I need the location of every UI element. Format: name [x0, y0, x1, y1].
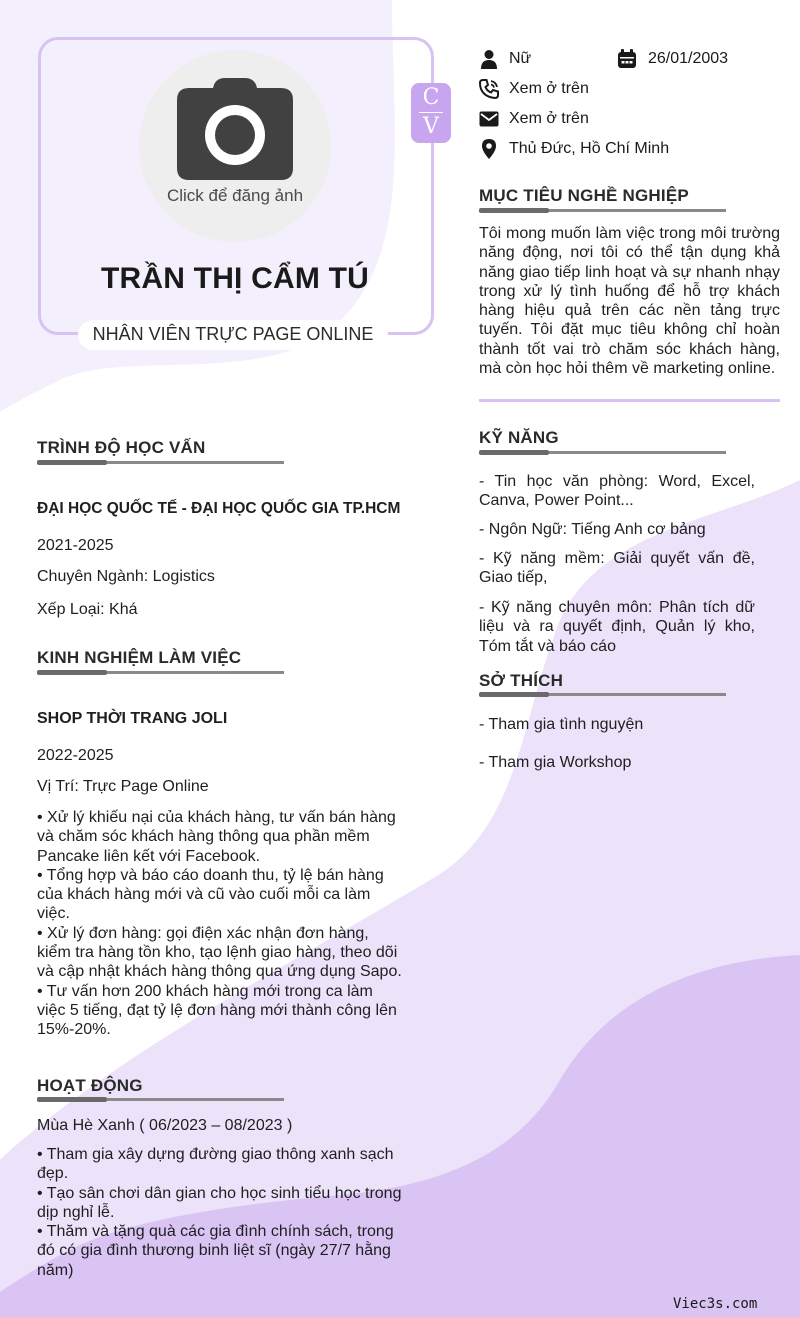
- email-value: Xem ở trên: [509, 110, 589, 127]
- experience-period: 2022-2025: [37, 747, 114, 764]
- hobby-item: - Tham gia tình nguyện: [479, 716, 644, 733]
- underline-accent: [479, 692, 549, 697]
- objective-heading: MỤC TIÊU NGHỀ NGHIỆP: [479, 186, 689, 205]
- skill-item: - Tin học văn phòng: Word, Excel, Canva, Power Point...: [479, 473, 755, 510]
- section-divider: [479, 399, 780, 402]
- cv-badge: [411, 83, 451, 143]
- experience-bullets: [37, 808, 405, 1040]
- activity-bullet: • Thăm và tặng quà các gia đình chính sách, trong đó có gia đình thương binh liệt sĩ (ngày 27/7 hằng năm): [37, 1223, 394, 1279]
- activity-event: Mùa Hè Xanh ( 06/2023 – 08/2023 ): [37, 1117, 293, 1134]
- objective-underline: [479, 209, 726, 212]
- calendar-icon: [617, 49, 637, 74]
- person-icon: [479, 49, 499, 74]
- hobbies-underline: [479, 693, 726, 696]
- education-major: Chuyên Ngành: Logistics: [37, 568, 215, 585]
- address-value: Thủ Đức, Hồ Chí Minh: [509, 140, 670, 157]
- underline-accent: [37, 1097, 107, 1102]
- cv-letter-c: C: [422, 85, 440, 110]
- company-name: SHOP THỜI TRANG JOLI: [37, 710, 228, 727]
- photo-caption[interactable]: Click để đăng ảnh: [166, 186, 304, 205]
- experience-heading: KINH NGHIỆM LÀM VIỆC: [37, 648, 242, 667]
- location-icon: [479, 139, 499, 164]
- education-heading: TRÌNH ĐỘ HỌC VẤN: [37, 438, 206, 457]
- job-title: NHÂN VIÊN TRỰC PAGE ONLINE: [92, 324, 374, 344]
- camera-icon: [177, 78, 293, 185]
- activities-underline: [37, 1098, 284, 1101]
- cv-letter-v: V: [423, 114, 439, 139]
- underline-accent: [37, 460, 107, 465]
- skill-item: - Kỹ năng mềm: Giải quyết vấn đề, Giao tiếp,: [479, 550, 755, 587]
- experience-position: Vị Trí: Trực Page Online: [37, 778, 209, 795]
- activity-bullet: • Tạo sân chơi dân gian cho học sinh tiểu học trong dịp nghỉ lễ.: [37, 1184, 402, 1221]
- phone-icon: [479, 79, 499, 104]
- hobby-item: - Tham gia Workshop: [479, 754, 632, 771]
- experience-bullet: • Tổng hợp và báo cáo doanh thu, tỷ lệ bán hàng của khách hàng mới và cũ vào cuối mỗi ca làm việc.: [37, 866, 384, 923]
- skills-underline: [479, 451, 726, 454]
- experience-bullet: • Xử lý đơn hàng: gọi điện xác nhận đơn hàng, kiểm tra hàng tồn kho, tạo lệnh giao hàng, theo dõi và cập nhật khách hàng thông qua ứng dụng Sapo.: [37, 924, 402, 981]
- gender-value: Nữ: [509, 50, 532, 67]
- candidate-name: TRẦN THỊ CẨM TÚ: [101, 262, 369, 295]
- cv-divider: [419, 112, 443, 113]
- skill-item: - Ngôn Ngữ: Tiếng Anh cơ bảng: [479, 521, 706, 538]
- activities-heading: HOẠT ĐỘNG: [37, 1076, 143, 1095]
- birthdate-value: 26/01/2003: [648, 50, 729, 67]
- activity-bullets: [37, 1145, 405, 1280]
- underline-accent: [479, 208, 549, 213]
- experience-bullet: • Tư vấn hơn 200 khách hàng mới trong ca làm việc 5 tiếng, đạt tỷ lệ đơn hàng mới thành công lên 15%-20%.: [37, 982, 397, 1039]
- footer-brand: Viec3s.com: [673, 1296, 758, 1312]
- hobbies-heading: SỞ THÍCH: [479, 671, 564, 690]
- education-underline: [37, 461, 284, 464]
- underline-accent: [479, 450, 549, 455]
- education-period: 2021-2025: [37, 537, 114, 554]
- skill-item: - Kỹ năng chuyên môn: Phân tích dữ liệu và ra quyết định, Quản lý kho, Tóm tắt và báo cáo: [479, 599, 755, 655]
- email-icon: [479, 109, 499, 134]
- skills-heading: KỸ NĂNG: [479, 428, 559, 447]
- experience-bullet: • Xử lý khiếu nại của khách hàng, tư vấn bán hàng và chăm sóc khách hàng thông qua phần mềm Pancake liên kết với Facebook.: [37, 809, 396, 865]
- experience-underline: [37, 671, 284, 674]
- objective-text: Tôi mong muốn làm việc trong môi trường năng động, nơi tôi có thể tận dụng khả năng giao tiếp linh hoạt và sự nhanh nhạy trong xử lý tình huống để hỗ trợ khách hàng hiệu quả trên các nền tảng trực tuyến. Tôi đặt mục tiêu không chỉ hoàn thành tốt vai trò chăm sóc khách hàng, mà còn học hỏi thêm về marketing online.: [479, 225, 780, 378]
- phone-value: Xem ở trên: [509, 80, 589, 97]
- school-name: ĐẠI HỌC QUỐC TẾ - ĐẠI HỌC QUỐC GIA TP.HCM: [37, 500, 401, 517]
- education-rank: Xếp Loại: Khá: [37, 601, 138, 618]
- underline-accent: [37, 670, 107, 675]
- activity-bullet: • Tham gia xây dựng đường giao thông xanh sạch đẹp.: [37, 1146, 394, 1183]
